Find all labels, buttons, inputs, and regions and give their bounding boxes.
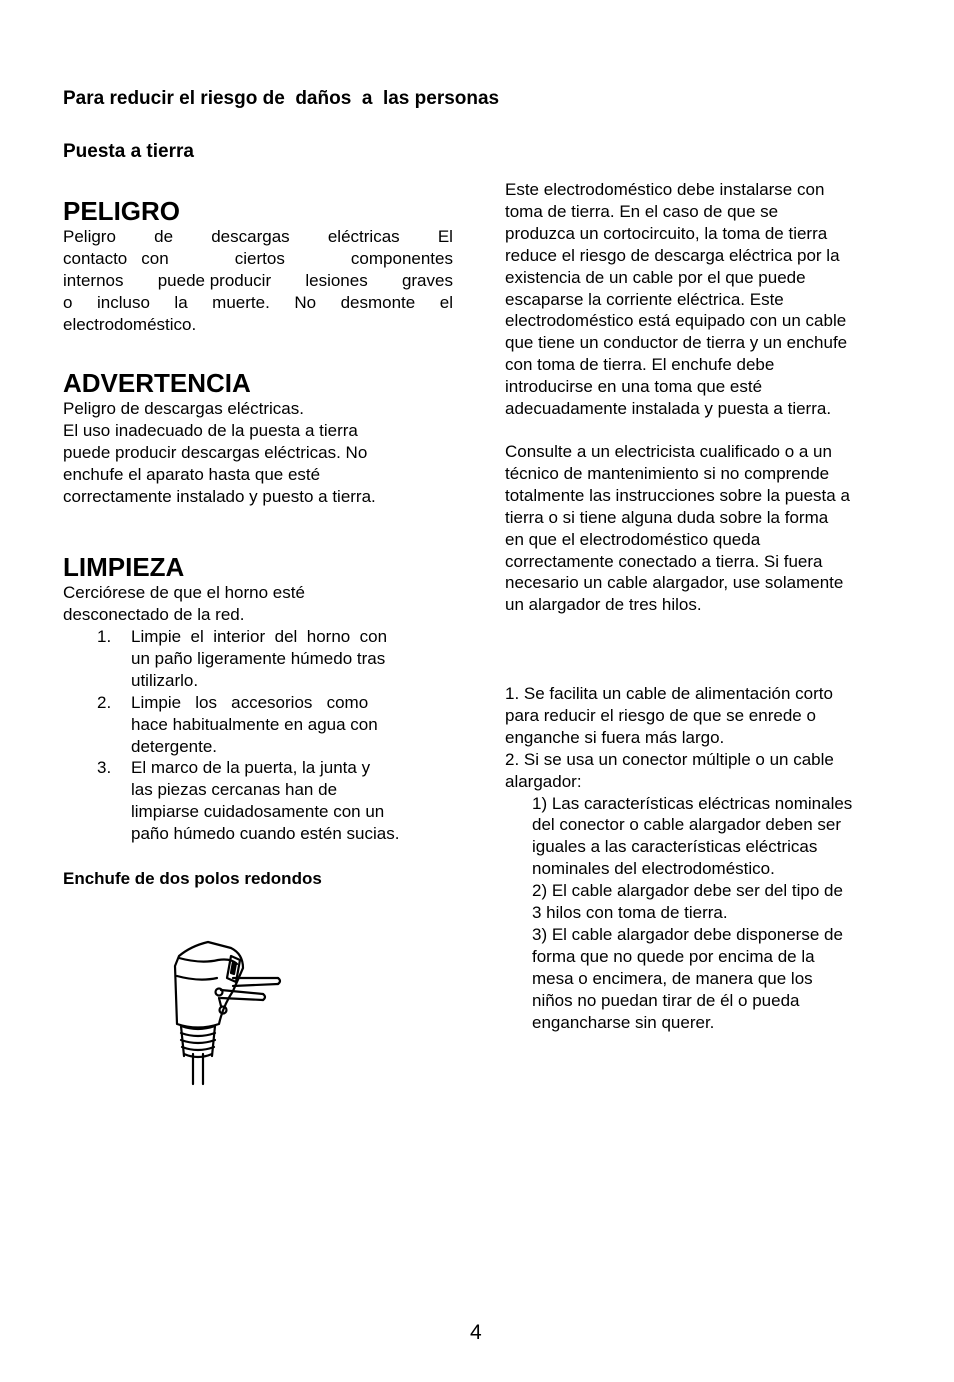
limpieza-title: LIMPIEZA — [63, 552, 185, 582]
cable-list-item-2: 2. Si se usa un conector múltiple o un cable alargador: — [505, 749, 834, 791]
advertencia-title: ADVERTENCIA — [63, 368, 251, 398]
peligro-line-3: internos puede producir lesiones graves — [63, 270, 453, 290]
plug-icon — [163, 936, 288, 1088]
heading-reduce-risk: Para reducir el riesgo de daños a las personas — [63, 88, 500, 109]
peligro-line-2: contacto con ciertos componentes — [63, 248, 453, 268]
peligro-line-5: electrodoméstico. — [63, 314, 197, 334]
page-number: 4 — [470, 1321, 482, 1344]
cable-list-item-1: 1. Se facilita un cable de alimentación corto para reducir el riesgo de que se enrede o enganche si fuera más largo. — [505, 684, 833, 747]
heading-ground: Puesta a tierra — [63, 141, 194, 162]
list-item: 3. El marco de la puerta, la junta y las piezas cercanas han de limpiarse cuidadosamente con un paño húmedo cuando estén sucias. — [97, 758, 400, 844]
ground-paragraph-2: Consulte a un electricista cualificado o a un técnico de mantenimiento si no comprende totalmente las instrucciones sobre la puesta a tierra o si tiene alguna duda sobre la forma en que el electrodoméstico queda correctamente conectado a tierra. Si fuera necesario un cable alargador, use solamente un alargador de tres hilos. — [505, 442, 850, 615]
peligro-title: PELIGRO — [63, 196, 181, 226]
limpieza-intro: Cerciórese de que el horno esté desconectado de la red. — [63, 583, 305, 624]
cable-sub-item-2: 2) El cable alargador debe ser del tipo de 3 hilos con toma de tierra. — [532, 881, 843, 923]
cable-sub-item-1: 1) Las características eléctricas nominales del conector o cable alargador deben ser iguales a las características eléctricas nominales del electrodoméstico. — [532, 793, 853, 879]
cable-list — [505, 683, 905, 1034]
list-item: 1. Limpie el interior del horno con un paño ligeramente húmedo tras utilizarlo. — [97, 627, 388, 690]
list-item: 2. Limpie los accesorios como hace habitualmente en agua con detergente. — [97, 692, 378, 756]
ground-paragraph-1: Este electrodoméstico debe instalarse con toma de tierra. En el caso de que se produzca un cortocircuito, la toma de tierra reduce el riesgo de descarga eléctrica por la existencia de un cable por el que puede escaparse la corriente eléctrica. Este electrodoméstico está equipado con un cable que tiene un conductor de tierra y un enchufe con toma de tierra. El enchufe debe introducirse en una toma que esté adecuadamente instalada y puesta a tierra. — [505, 180, 848, 419]
advertencia-text: Peligro de descargas eléctricas. El uso inadecuado de la puesta a tierra puede producir descargas eléctricas. No enchufe el aparato hasta que esté correctamente instalado y puesto a tierra. — [63, 399, 376, 506]
peligro-line-4: o incluso la muerte. No desmonte el — [63, 292, 453, 312]
plug-caption: Enchufe de dos polos redondos — [63, 869, 322, 888]
limpieza-list — [63, 626, 443, 845]
peligro-text — [63, 226, 453, 335]
peligro-line-1: Peligro de descargas eléctricas El — [63, 227, 453, 246]
cable-sub-item-3: 3) El cable alargador debe disponerse de forma que no quede por encima de la mesa o encimera, de manera que los niños no puedan tirar de él o pueda engancharse sin querer. — [532, 924, 843, 1032]
